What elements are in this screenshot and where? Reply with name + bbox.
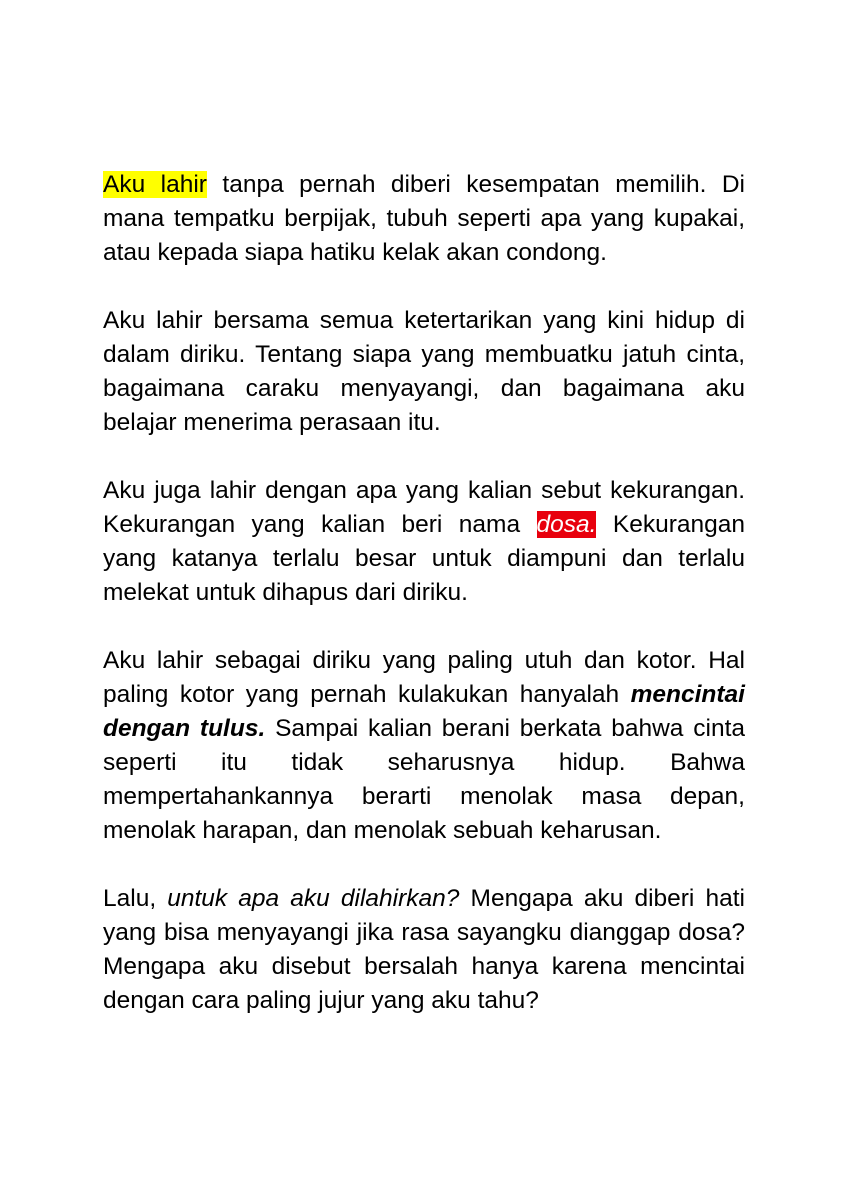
- paragraph-text: tanpa pernah diberi kesempatan memilih. Di mana tempatku berpijak, tubuh seperti apa yang kupakai, atau kepada siapa hatiku kelak akan condong.: [103, 171, 745, 266]
- emphasized-phrase: mencintai dengan tulus.: [103, 681, 745, 742]
- paragraph-text: Aku lahir sebagai diriku yang paling utuh dan kotor. Hal paling kotor yang pernah kulakukan hanyalah: [103, 647, 745, 708]
- paragraph-text: Aku lahir bersama semua ketertarikan yang kini hidup di dalam diriku. Tentang siapa yang membuatku jatuh cinta, bagaimana caraku menyayangi, dan bagaimana aku belajar menerima perasaan itu.: [103, 307, 745, 436]
- highlighted-word: dosa.: [536, 511, 597, 538]
- paragraph-text: Lalu,: [103, 885, 168, 912]
- paragraph-text: Aku juga lahir dengan apa yang kalian sebut kekurangan. Kekurangan yang kalian beri nama: [103, 477, 745, 538]
- paragraph-4: [103, 644, 745, 848]
- paragraph-5: [103, 882, 745, 1018]
- paragraph-text: Mengapa aku diberi hati yang bisa menyayangi jika rasa sayangku dianggap dosa? Mengapa aku disebut bersalah hanya karena mencintai dengan cara paling jujur yang aku tahu?: [103, 885, 745, 1014]
- paragraph-1: [103, 168, 745, 270]
- paragraph-2: [103, 304, 745, 440]
- paragraph-3: [103, 474, 745, 610]
- paragraph-text: Kekurangan yang katanya terlalu besar untuk diampuni dan terlalu melekat untuk dihapus dari diriku.: [103, 511, 746, 606]
- highlighted-phrase: Aku lahir: [103, 171, 207, 198]
- document-page: [103, 168, 745, 1052]
- paragraph-text: Sampai kalian berani berkata bahwa cinta seperti itu tidak seharusnya hidup. Bahwa mempertahankannya berarti menolak masa depan, menolak harapan, dan menolak sebuah keharusan.: [103, 715, 746, 844]
- italic-question: untuk apa aku dilahirkan?: [167, 885, 460, 912]
